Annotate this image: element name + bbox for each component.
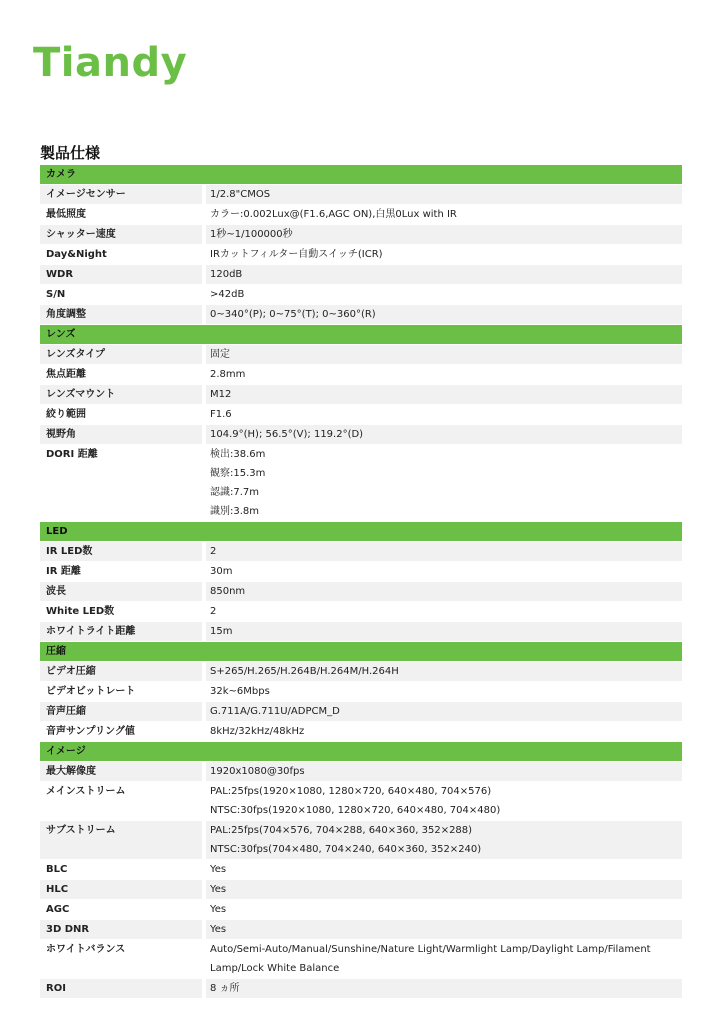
spec-value bbox=[206, 979, 682, 998]
spec-label: Day&Night bbox=[40, 245, 202, 264]
spec-value bbox=[206, 385, 682, 404]
spec-label: White LED数 bbox=[40, 602, 202, 621]
spec-label: WDR bbox=[40, 265, 202, 284]
spec-value-line: 観察:15.3m bbox=[210, 468, 266, 479]
spec-label: シャッター速度 bbox=[40, 225, 202, 244]
spec-value-line: 120dB bbox=[210, 269, 243, 280]
section-rows bbox=[40, 345, 682, 521]
spec-row bbox=[40, 205, 682, 224]
spec-value bbox=[206, 345, 682, 364]
spec-value-line: S+265/H.265/H.264B/H.264M/H.264H bbox=[210, 666, 399, 677]
spec-value bbox=[206, 702, 682, 721]
spec-label: 視野角 bbox=[40, 425, 202, 444]
spec-row bbox=[40, 345, 682, 364]
spec-value bbox=[206, 185, 682, 204]
spec-value bbox=[206, 542, 682, 561]
spec-label: 角度調整 bbox=[40, 305, 202, 324]
spec-value bbox=[206, 445, 682, 521]
section-rows bbox=[40, 185, 682, 324]
spec-value-line: 認識:7.7m bbox=[210, 487, 260, 498]
spec-value-line: G.711A/G.711U/ADPCM_D bbox=[210, 706, 340, 717]
spec-row bbox=[40, 900, 682, 919]
spec-value-line: PAL:25fps(704×576, 704×288, 640×360, 352×288) bbox=[210, 825, 473, 836]
spec-label: 焦点距離 bbox=[40, 365, 202, 384]
spec-row bbox=[40, 305, 682, 324]
spec-value bbox=[206, 622, 682, 641]
spec-value bbox=[206, 602, 682, 621]
spec-value bbox=[206, 762, 682, 781]
spec-value bbox=[206, 682, 682, 701]
spec-row bbox=[40, 185, 682, 204]
spec-value bbox=[206, 245, 682, 264]
spec-label: サブストリーム bbox=[40, 821, 202, 859]
spec-table bbox=[40, 165, 682, 999]
spec-row bbox=[40, 722, 682, 741]
spec-value-line: Lamp/Lock White Balance bbox=[210, 963, 340, 974]
spec-row bbox=[40, 821, 682, 859]
spec-label: ホワイトライト距離 bbox=[40, 622, 202, 641]
spec-value-line: 1秒~1/100000秒 bbox=[210, 229, 293, 240]
spec-value-line: 固定 bbox=[210, 349, 230, 360]
spec-label: HLC bbox=[40, 880, 202, 899]
spec-row bbox=[40, 225, 682, 244]
spec-label: 最大解像度 bbox=[40, 762, 202, 781]
spec-label: AGC bbox=[40, 900, 202, 919]
spec-row bbox=[40, 265, 682, 284]
spec-value-line: Yes bbox=[210, 884, 227, 895]
spec-label: レンズマウント bbox=[40, 385, 202, 404]
spec-value-line: PAL:25fps(1920×1080, 1280×720, 640×480, 704×576) bbox=[210, 786, 492, 797]
spec-row bbox=[40, 622, 682, 641]
spec-value-line: Yes bbox=[210, 924, 227, 935]
spec-row bbox=[40, 365, 682, 384]
spec-row bbox=[40, 245, 682, 264]
spec-value-line: カラー:0.002Lux@(F1.6,AGC ON),白黒0Lux with IR bbox=[210, 209, 457, 220]
tiandy-logo: Tiandy bbox=[33, 40, 188, 86]
spec-value-line: M12 bbox=[210, 389, 232, 400]
spec-value-line: F1.6 bbox=[210, 409, 232, 420]
spec-label: ホワイトバランス bbox=[40, 940, 202, 978]
spec-value bbox=[206, 405, 682, 424]
spec-row bbox=[40, 542, 682, 561]
section-rows bbox=[40, 662, 682, 741]
section-header: レンズ bbox=[40, 325, 682, 344]
spec-value-line: 2 bbox=[210, 606, 217, 617]
spec-value bbox=[206, 365, 682, 384]
spec-value-line: 2 bbox=[210, 546, 217, 557]
spec-label: 波長 bbox=[40, 582, 202, 601]
spec-value-line: 32k~6Mbps bbox=[210, 686, 270, 697]
spec-value-line: 8 ヵ所 bbox=[210, 983, 240, 994]
spec-label: イメージセンサー bbox=[40, 185, 202, 204]
spec-value-line: 30m bbox=[210, 566, 233, 577]
spec-value bbox=[206, 265, 682, 284]
section-header: イメージ bbox=[40, 742, 682, 761]
spec-row bbox=[40, 425, 682, 444]
spec-label: 絞り範囲 bbox=[40, 405, 202, 424]
spec-value-line: Yes bbox=[210, 864, 227, 875]
spec-value-line: Auto/Semi-Auto/Manual/Sunshine/Nature Light/Warmlight Lamp/Daylight Lamp/Filament bbox=[210, 944, 651, 955]
spec-value bbox=[206, 940, 682, 978]
spec-row bbox=[40, 762, 682, 781]
spec-label: 3D DNR bbox=[40, 920, 202, 939]
spec-value-line: 1/2.8"CMOS bbox=[210, 189, 271, 200]
spec-label: S/N bbox=[40, 285, 202, 304]
spec-value-line: 8kHz/32kHz/48kHz bbox=[210, 726, 305, 737]
spec-label: BLC bbox=[40, 860, 202, 879]
spec-value-line: NTSC:30fps(704×480, 704×240, 640×360, 352×240) bbox=[210, 844, 482, 855]
spec-value bbox=[206, 225, 682, 244]
spec-value bbox=[206, 900, 682, 919]
spec-value bbox=[206, 722, 682, 741]
section-rows bbox=[40, 542, 682, 641]
spec-value-line: 0~340°(P); 0~75°(T); 0~360°(R) bbox=[210, 309, 376, 320]
spec-row bbox=[40, 662, 682, 681]
spec-row bbox=[40, 979, 682, 998]
spec-value bbox=[206, 425, 682, 444]
spec-row bbox=[40, 782, 682, 820]
spec-row bbox=[40, 285, 682, 304]
spec-row bbox=[40, 702, 682, 721]
spec-label: ビデオビットレート bbox=[40, 682, 202, 701]
spec-value bbox=[206, 880, 682, 899]
spec-value bbox=[206, 920, 682, 939]
spec-label: ビデオ圧縮 bbox=[40, 662, 202, 681]
spec-label: メインストリーム bbox=[40, 782, 202, 820]
spec-label: 音声サンプリング値 bbox=[40, 722, 202, 741]
spec-value-line: 2.8mm bbox=[210, 369, 246, 380]
section-header: 圧縮 bbox=[40, 642, 682, 661]
spec-value-line: 検出:38.6m bbox=[210, 449, 266, 460]
spec-row bbox=[40, 860, 682, 879]
spec-label: IR LED数 bbox=[40, 542, 202, 561]
spec-row bbox=[40, 920, 682, 939]
section-header: カメラ bbox=[40, 165, 682, 184]
section-header: LED bbox=[40, 522, 682, 541]
spec-label: 最低照度 bbox=[40, 205, 202, 224]
spec-value bbox=[206, 582, 682, 601]
spec-label: 音声圧縮 bbox=[40, 702, 202, 721]
spec-value-line: 1920x1080@30fps bbox=[210, 766, 305, 777]
spec-value bbox=[206, 662, 682, 681]
spec-value-line: NTSC:30fps(1920×1080, 1280×720, 640×480, 704×480) bbox=[210, 805, 501, 816]
spec-label: レンズタイプ bbox=[40, 345, 202, 364]
spec-label: DORI 距離 bbox=[40, 445, 202, 521]
spec-value-line: >42dB bbox=[210, 289, 245, 300]
spec-row bbox=[40, 602, 682, 621]
spec-value-line: 104.9°(H); 56.5°(V); 119.2°(D) bbox=[210, 429, 364, 440]
spec-row bbox=[40, 940, 682, 978]
spec-value bbox=[206, 305, 682, 324]
spec-value-line: 15m bbox=[210, 626, 233, 637]
section-rows bbox=[40, 762, 682, 998]
spec-row bbox=[40, 445, 682, 521]
spec-row bbox=[40, 385, 682, 404]
spec-value-line: IRカットフィルター自動スイッチ(ICR) bbox=[210, 249, 383, 260]
spec-row bbox=[40, 562, 682, 581]
spec-value bbox=[206, 821, 682, 859]
spec-value bbox=[206, 285, 682, 304]
spec-row bbox=[40, 880, 682, 899]
spec-value bbox=[206, 782, 682, 820]
spec-label: ROI bbox=[40, 979, 202, 998]
spec-label: IR 距離 bbox=[40, 562, 202, 581]
spec-value bbox=[206, 562, 682, 581]
spec-value-line: 850nm bbox=[210, 586, 246, 597]
spec-value bbox=[206, 205, 682, 224]
spec-row bbox=[40, 682, 682, 701]
spec-row bbox=[40, 405, 682, 424]
page-title: 製品仕様 bbox=[40, 144, 101, 162]
spec-value bbox=[206, 860, 682, 879]
spec-row bbox=[40, 582, 682, 601]
spec-value-line: Yes bbox=[210, 904, 227, 915]
spec-value-line: 識別:3.8m bbox=[210, 506, 260, 517]
